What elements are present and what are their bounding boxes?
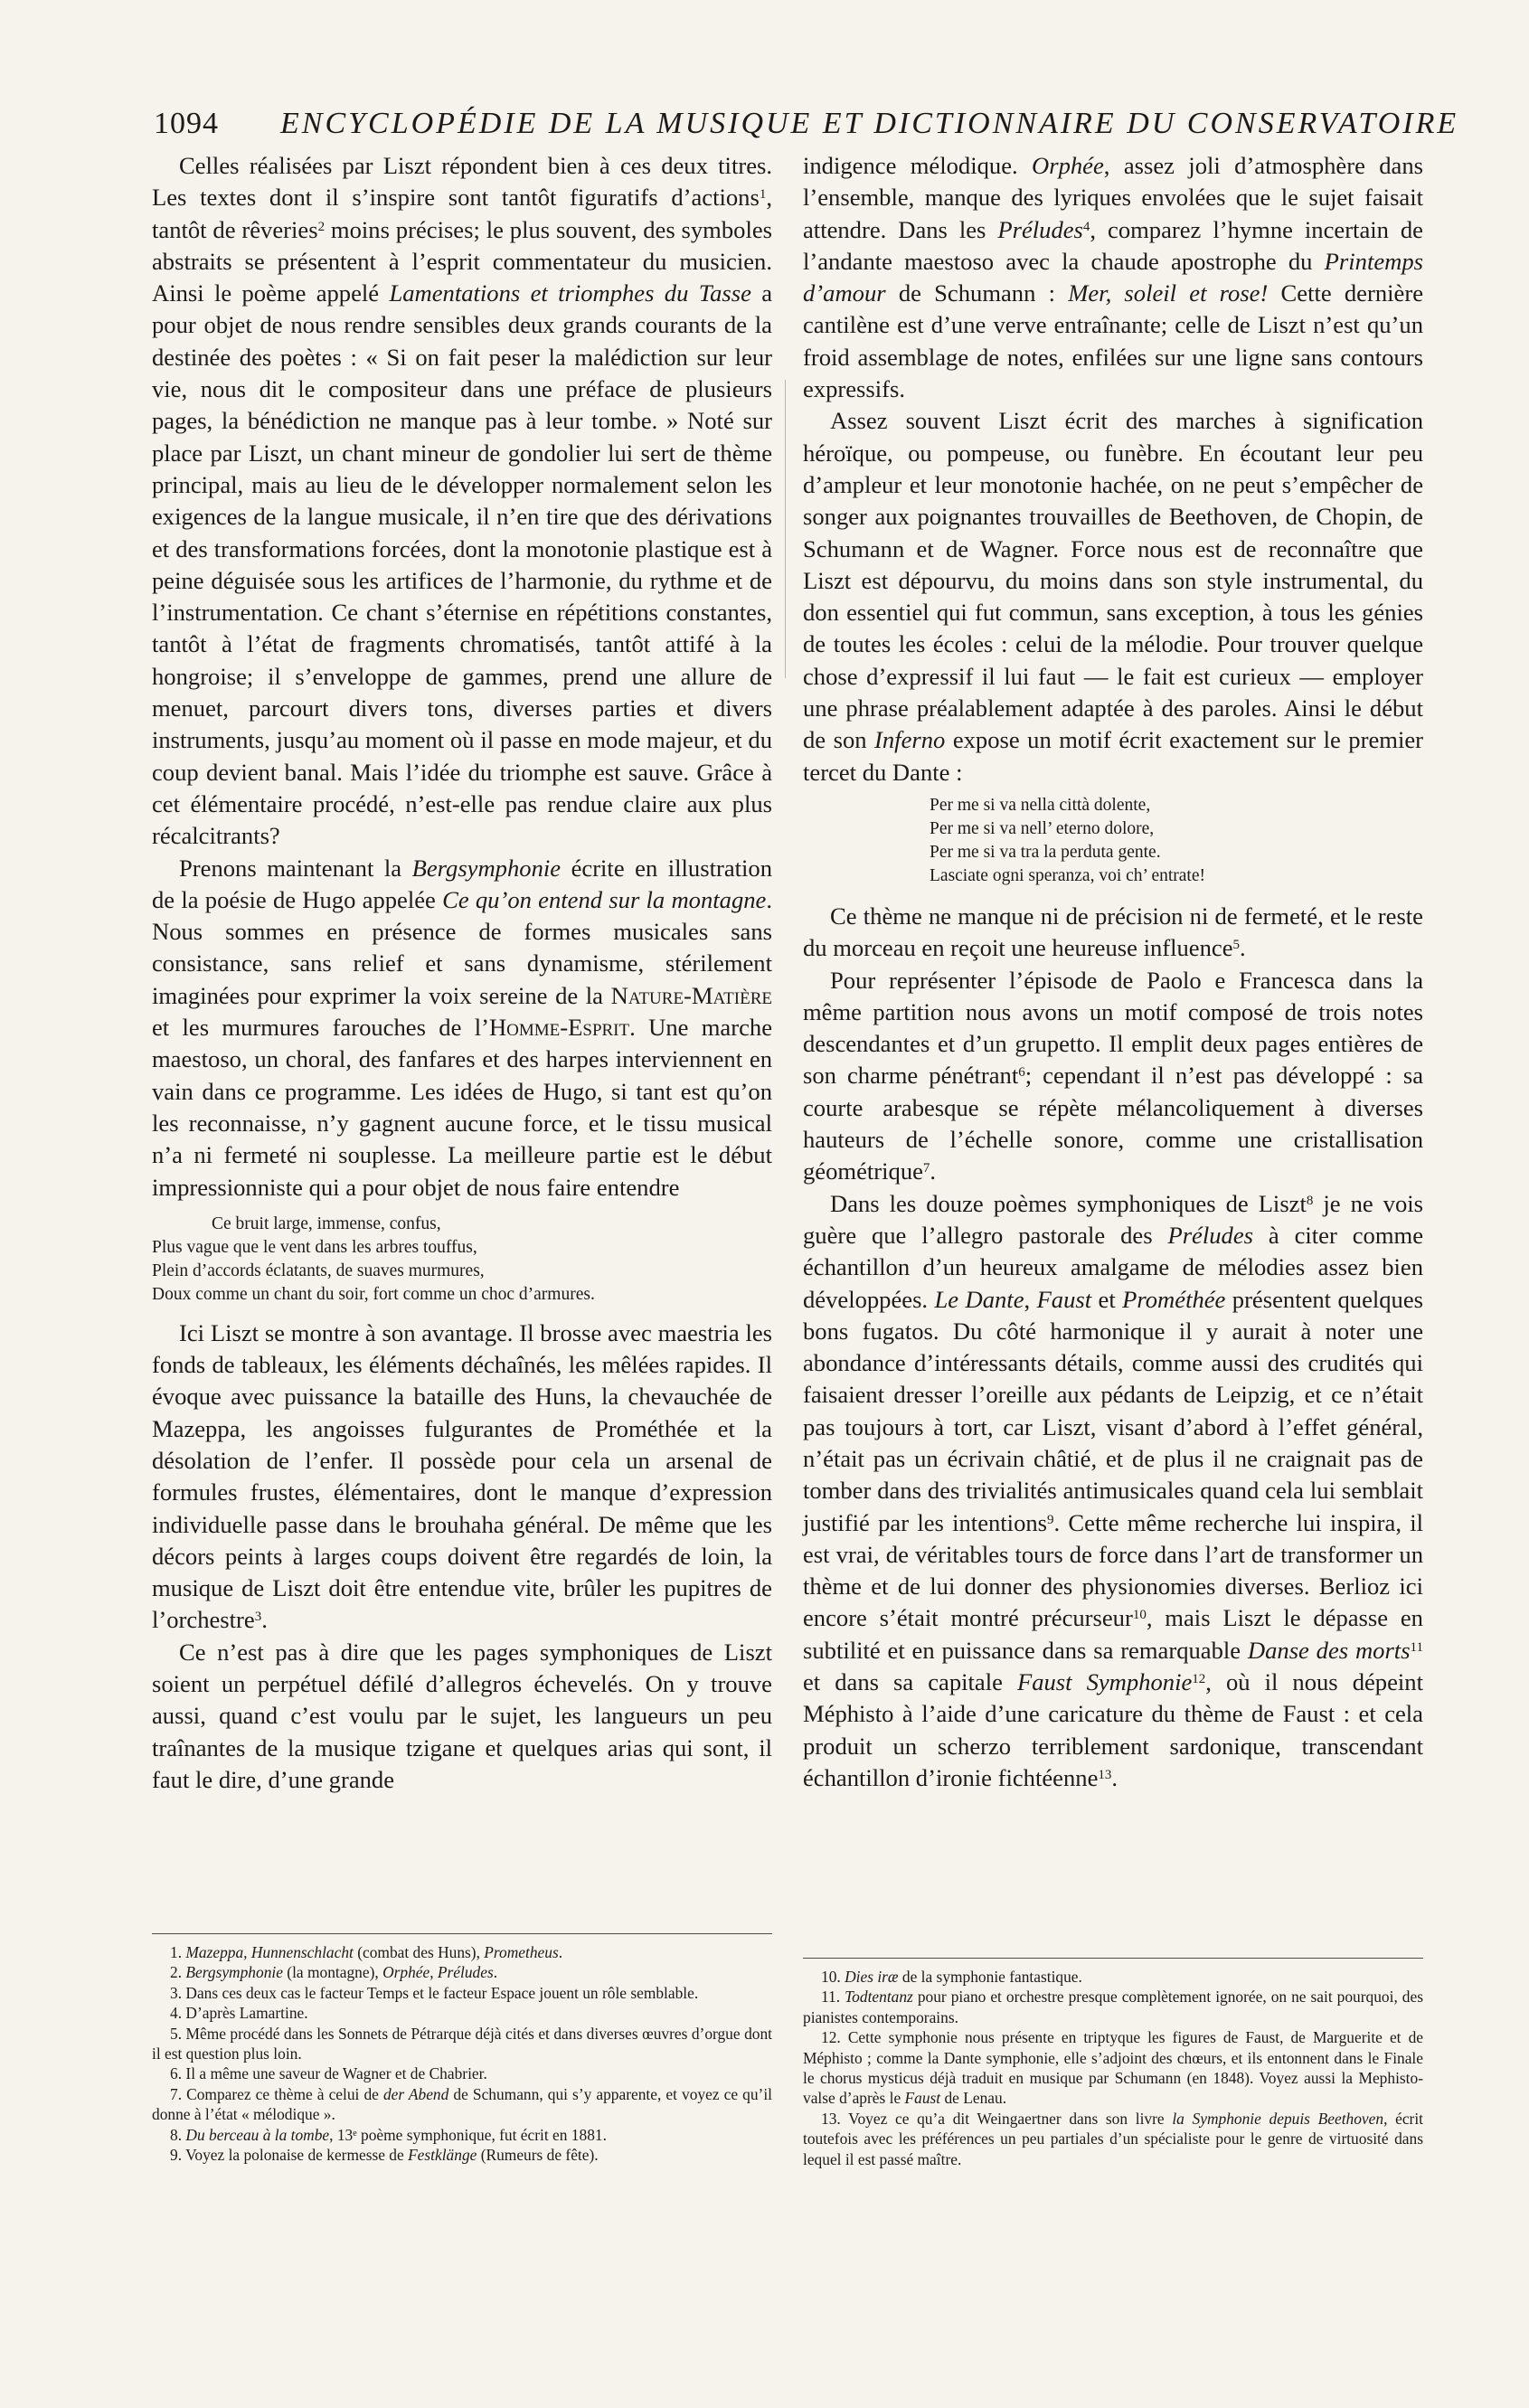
footnote-ref[interactable]: 11 xyxy=(1410,1639,1423,1655)
work-title: Préludes xyxy=(1167,1221,1253,1249)
footnote-ref[interactable]: 12 xyxy=(1192,1672,1206,1687)
paragraph-bergsymphonie: Prenons maintenant la Bergsymphonie écrite en illustration de la poésie de Hugo appelée Ce qu’on entend sur la montagne. Nous sommes en présence de formes musicales sans consistance, sans relief et sans dynamisme, stérilement imaginées pour exprimer la voix sereine de la Nature-Matière et les murmures farouches de l’Homme-Esprit. Une marche maestoso, un choral, des fanfares et des harpes interviennent en vain dans ce programme. Les idées de Hugo, si tant est qu’on les reconnaisse, n’y gagnent aucune force, et le tissu musical n’a ni fermeté ni souplesse. La meilleure partie est le début impressionniste qui a pour objet de nous faire entendre xyxy=(152,854,773,1201)
verse-line: Per me si va nella città dolente, xyxy=(930,795,1151,815)
work-title: Le Dante xyxy=(934,1285,1024,1313)
work-title: Orphée xyxy=(1032,152,1104,179)
footnote-ref[interactable]: 9 xyxy=(1047,1512,1054,1527)
footnote-ref[interactable]: 10 xyxy=(1132,1608,1147,1623)
work-title: Préludes xyxy=(997,215,1083,243)
footnote-ref[interactable]: 4 xyxy=(1082,219,1090,234)
footnote-2: 2. Bergsymphonie (la montagne), Orphée, Préludes. xyxy=(170,1963,498,1982)
verse-line: Ce bruit large, immense, confus, xyxy=(212,1213,441,1233)
footnote-ref[interactable]: 7 xyxy=(922,1161,930,1176)
paragraph-tasse: Celles réalisées par Liszt répondent bien à ces deux titres. Les textes dont il s’inspire sont tantôt figuratifs d’actions$^1$, tantôt de rêveries$^2$ moins précises; le plus souvent, des symboles abstraits se présentent à l’esprit commentateur du musicien. Ainsi le poème appelé Lamentations et triomphes du Tasse a pour objet de nous rendre sensibles deux grands courants de la destinée des poètes : « Si on fait peser la malédiction sur leur vie, nous dit le compositeur dans une préface de plusieurs pages, la bénédiction ne manque pas à leur tombe. » Noté sur place par Liszt, un chant mineur de gondolier lui sert de thème principal, mais au lieu de le développer normalement selon les exigences de la langue musicale, il n’en tire que des dérivations et des transformations forcées, dont la monotonie plastique est à peine déguisée sous les artifices de l’harmonie, du rythme et de l’instrumentation. Ce chant s’éternise en répétitions constantes, tantôt à l’état de fragments chromatisés, tantôt attifé à la hongroise; il s’enveloppe de gammes, prend une allure de menuet, parcourt divers tons, diverses parties et divers instruments, jusqu’au moment où il passe en mode majeur, et du coup devient banal. Mais l’idée du triomphe est sauve. Grâce à cet élémentaire procédé, n’est-elle pas rendue claire aux plus récalcitrants? xyxy=(152,152,773,850)
footnote-12: 12. Cette symphonie nous présente en triptyque les figures de Faust, de Marguerite et de Méphisto ; comme la Dante symphonie, elle s’adjoint des chœurs, et ils entonnent dans le Finale le chorus mysticus déjà traduit en musique par Schumann (en 1848). Voyez aussi la Mephisto-valse d’après le Faust de Lenau. xyxy=(803,2028,1423,2108)
footnote-11: 11. Todtentanz pour piano et orchestre presque complètement ignorée, on ne sait pourquoi, des pianistes contemporains. xyxy=(803,1988,1423,2026)
footnote-6: 6. Il a même une saveur de Wagner et de Chabrier. xyxy=(170,2064,487,2083)
work-title: Inferno xyxy=(874,726,946,754)
paragraph-theme: Ce thème ne manque ni de précision ni de fermeté, et le reste du morceau en reçoit une heureuse influence$^5$. xyxy=(803,902,1423,962)
left-text-column xyxy=(152,150,772,1918)
footnote-ref[interactable]: 8 xyxy=(1306,1193,1314,1208)
hugo-verse-quote xyxy=(152,1213,772,1307)
work-title: Danse des morts xyxy=(1247,1636,1411,1664)
work-title: Prométhée xyxy=(1122,1285,1226,1313)
paragraph-douze-poemes: Dans les douze poèmes symphoniques de Liszt$^8$ je ne vois guère que l’allegro pastorale des Préludes à citer comme échantillon d’un heureux amalgame de mélodies assez bien développées. Le Dante, Faust et Prométhée présentent quelques bons fugatos. Du côté harmonique il y aurait à noter une abondance d’intéressants détails, comme aussi des crudités qui faisaient dresser l’oreille aux pédants de Leipzig, et ce n’était pas toujours à tort, car Liszt, visant d’abord à l’effet général, n’était pas un écrivain châtié, et de plus il ne craignait pas de tomber dans des trivialités antimusicales quand cela lui semblait justifié par les intentions$^9$. Cette même recherche lui inspira, il est vrai, de véritables tours de force dans l’art de transformer un thème et de lui donner des physionomies diverses. Berlioz ici encore s’était montré précurseur$^{10}$, mais Liszt le dépasse en subtilité et en puissance dans sa remarquable Danse des morts$^{11}$ et dans sa capitale Faust Symphonie$^{12}$, où il nous dépeint Méphisto à l’aide d’une caricature du thème de Faust : et cela produit un scherzo terriblement sardonique, transcendant échantillon d’ironie fichtéenne$^{13}$. xyxy=(803,1189,1424,1791)
footnote-4: 4. D’après Lamartine. xyxy=(170,2004,308,2023)
footnote-13: 13. Voyez ce qu’a dit Weingaertner dans son livre la Symphonie depuis Beethoven, écrit toutefois avec les préférences un peu partiales d’un spécialiste pour le genre de virtuosité dans lequel il est passé maître. xyxy=(803,2109,1423,2168)
footnote-ref[interactable]: 3 xyxy=(254,1610,262,1625)
verse-line: Lasciate ogni speranza, voi ch’ entrate! xyxy=(930,865,1205,885)
column-divider xyxy=(785,380,786,678)
verse-line: Per me si va tra la perduta gente. xyxy=(930,842,1161,862)
running-head xyxy=(154,107,1459,143)
footnote-9: 9. Voyez la polonaise de kermesse de Festklänge (Rumeurs de fête). xyxy=(170,2146,599,2165)
footnote-ref[interactable]: 13 xyxy=(1098,1767,1112,1782)
paragraph-orphee: indigence mélodique. Orphée, assez joli d’atmosphère dans l’ensemble, manque des lyriques envolées que le sujet faisait attendre. Dans les Préludes$^4$, comparez l’hymne incertain de l’andante maestoso avec la chaude apostrophe du Printemps d’amour de Schumann : Mer, soleil et rose! Cette dernière cantilène est d’une verve entraînante; celle de Liszt n’est qu’un froid assemblage de notes, enfilées sur une ligne sans contours expressifs. xyxy=(803,152,1423,403)
footnote-7: 7. Comparez ce thème à celui de der Abend de Schumann, qui s’y apparente, et voyez ce qu’il donne à l’état « mélodique ». xyxy=(152,2084,772,2124)
work-title: Mer, soleil et rose! xyxy=(1068,279,1269,307)
work-title: Faust Symphonie xyxy=(1016,1668,1193,1696)
running-title: ENCYCLOPÉDIE DE LA MUSIQUE ET DICTIONNAIRE DU CONSERVATOIRE xyxy=(280,107,1459,140)
footnotes-left xyxy=(152,1942,772,2165)
verse-line: Per me si va nell’ eterno dolore, xyxy=(930,818,1155,838)
dante-verse-quote xyxy=(803,794,1423,888)
paragraph-avantage: Ici Liszt se montre à son avantage. Il brosse avec maestria les fonds de tableaux, les éléments déchaînés, les mêlées rapides. Il évoque avec puissance la bataille des Huns, la chevauchée de Mazeppa, les angoisses fulgurantes de Prométhée et la désolation de l’enfer. Il possède pour cela un arsenal de formules frustes, élémentaires, dont le manque d’expression individuelle passe dans le brouhaha général. De même que les décors peints à larges coups doivent être regardés de loin, la musique de Liszt doit être entendue vite, brûler les pupitres de l’orchestre$^3$. xyxy=(152,1318,772,1634)
work-title: Bergsymphonie xyxy=(411,854,562,882)
footnote-3: 3. Dans ces deux cas le facteur Temps et le facteur Espace jouent un rôle semblable. xyxy=(170,1983,699,2002)
verse-line: Plus vague que le vent dans les arbres touffus, xyxy=(152,1237,477,1257)
verse-line: Doux comme un chant du soir, fort comme un choc d’armures. xyxy=(152,1284,595,1304)
paragraph-francesca: Pour représenter l’épisode de Paolo e Francesca dans la même partition nous avons un motif composé de trois notes descendantes et d’un grupetto. Il emplit deux pages entières de son charme pénétrant$^6$; cependant il n’est pas développé : sa courte arabesque se répète mélancoliquement à diverses hauteurs de l’échelle sonore, comme une cristallisation géométrique$^7$. xyxy=(803,966,1423,1185)
footnote-10: 10. Dies iræ de la symphonie fantastique. xyxy=(821,1968,1082,1986)
paragraph-marches: Assez souvent Liszt écrit des marches à signification héroïque, ou pompeuse, ou funèbre. En écoutant leur peu d’ampleur et leur monotonie hachée, on ne peut s’empêcher de songer aux poignantes trouvailles de Beethoven, de Chopin, de Schumann et de Wagner. Force nous est de reconnaître que Liszt est dépourvu, du moins dans son style instrumental, du don essentiel qui fut commun, sans exception, à tous les génies de toutes les écoles : celui de la mélodie. Pour trouver quelque chose d’expressif il lui faut — le fait est curieux — employer une phrase préalablement adaptée à des paroles. Ainsi le début de son Inferno expose un motif écrit exactement sur le premier tercet du Dante : xyxy=(803,407,1423,786)
footnote-ref[interactable]: 1 xyxy=(759,187,767,203)
footnote-8: 8. Du berceau à la tombe, 13ᵉ poème symphonique, fut écrit en 1881. xyxy=(170,2125,607,2144)
right-text-column xyxy=(803,150,1423,1959)
work-title: Faust xyxy=(1036,1285,1092,1313)
footnote-ref[interactable]: 5 xyxy=(1232,938,1241,953)
footnote-rule xyxy=(152,1933,772,1934)
footnote-rule xyxy=(803,1958,1423,1959)
work-title: Lamentations et triomphes du Tasse xyxy=(389,279,751,307)
footnote-ref[interactable]: 6 xyxy=(1018,1065,1025,1081)
footnote-1: 1. Mazeppa, Hunnenschlacht (combat des Huns), Prometheus. xyxy=(170,1943,563,1961)
work-title: Printemps d’amour xyxy=(803,247,1423,307)
verse-line: Plein d’accords éclatants, de suaves murmures, xyxy=(152,1261,485,1280)
work-title: Ce qu’on entend sur la montagne xyxy=(442,885,767,913)
footnotes-right xyxy=(803,1967,1423,2169)
footnote-5: 5. Même procédé dans les Sonnets de Pétrarque déjà cités et dans diverses œuvres d’orgue dont il est question plus loin. xyxy=(152,2024,772,2063)
page-number: 1094 xyxy=(154,107,219,140)
footnote-ref[interactable]: 2 xyxy=(317,219,326,234)
paragraph-allegros: Ce n’est pas à dire que les pages symphoniques de Liszt soient un perpétuel défilé d’allegros échevelés. On y trouve aussi, quand c’est voulu par le sujet, les langueurs un peu traînantes de la musique tzigane et quelques arias qui sont, il faut le dire, d’une grande xyxy=(152,1638,772,1793)
